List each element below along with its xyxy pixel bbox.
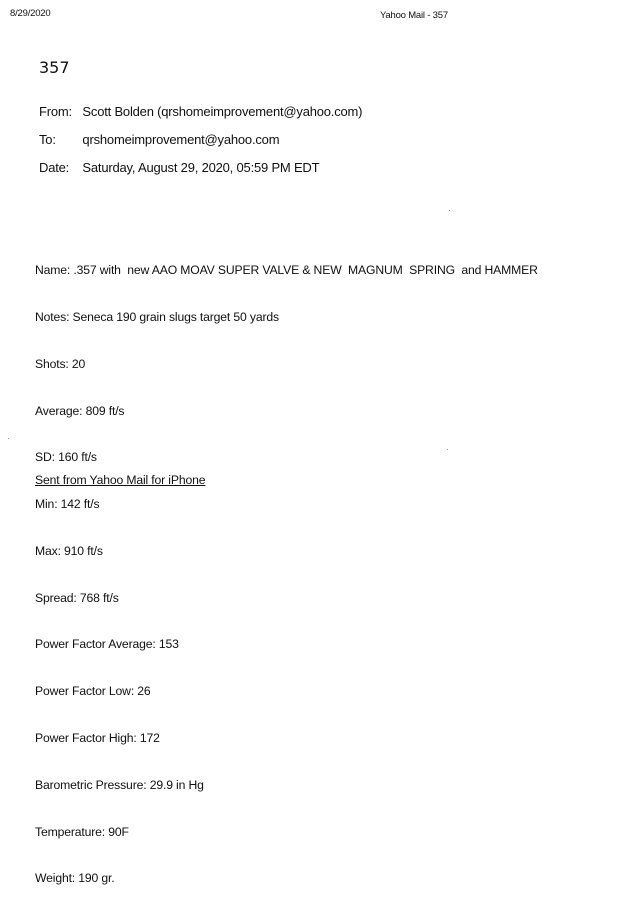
signature-link[interactable]: Sent from Yahoo Mail for iPhone <box>35 473 206 487</box>
body-line-notes: Notes: Seneca 190 grain slugs target 50 yards <box>35 309 279 324</box>
email-body <box>35 232 538 903</box>
print-header <box>0 8 620 24</box>
scan-speck <box>8 438 9 439</box>
to-label: To: <box>39 132 56 147</box>
from-label: From: <box>39 104 72 119</box>
scan-speck <box>449 210 450 211</box>
body-line-min: Min: 142 ft/s <box>35 497 100 512</box>
from-value: Scott Bolden (qrshomeimprovement@yahoo.com) <box>82 104 363 119</box>
to-row <box>39 132 279 147</box>
body-line-average: Average: 809 ft/s <box>35 403 125 418</box>
body-line-pf-high: Power Factor High: 172 <box>35 731 160 745</box>
body-line-shots: Shots: 20 <box>35 356 86 371</box>
from-row <box>39 104 362 119</box>
body-line-pressure: Barometric Pressure: 29.9 in Hg <box>35 777 204 792</box>
body-line-weight: Weight: 190 gr. <box>35 871 115 886</box>
date-label: Date: <box>39 160 70 175</box>
email-subject: 357 <box>39 58 70 77</box>
body-line-max: Max: 910 ft/s <box>35 543 103 558</box>
scan-speck <box>447 449 448 450</box>
to-value: qrshomeimprovement@yahoo.com <box>82 132 280 147</box>
body-line-pf-low: Power Factor Low: 26 <box>35 684 151 699</box>
body-line-temperature: Temperature: 90F <box>35 824 129 839</box>
body-line-spread: Spread: 768 ft/s <box>35 590 119 605</box>
date-row <box>39 160 319 175</box>
date-value: Saturday, August 29, 2020, 05:59 PM EDT <box>82 160 320 175</box>
body-line-sd: SD: 160 ft/s <box>35 450 97 465</box>
print-title: Yahoo Mail - 357 <box>380 10 448 21</box>
print-date: 8/29/2020 <box>10 8 51 19</box>
body-line-pf-average: Power Factor Average: 153 <box>35 637 179 652</box>
body-line-name: Name: .357 with new AAO MOAV SUPER VALVE & NEW MAGNUM SPRING and HAMMER <box>35 263 538 278</box>
